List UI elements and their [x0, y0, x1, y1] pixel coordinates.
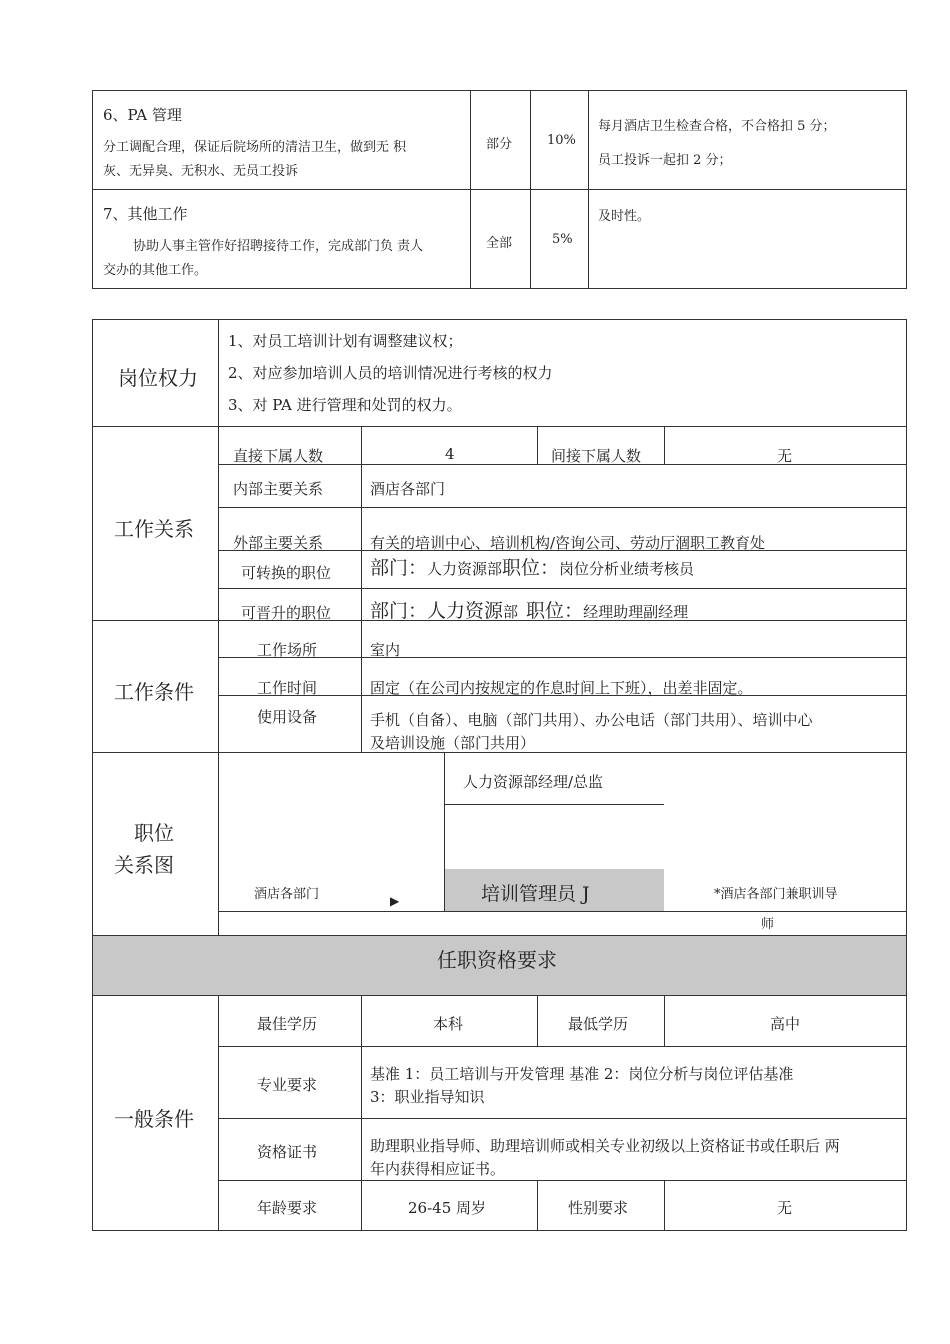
external-relations-value: 有关的培训中心、培训机构/咨询公司、劳动厅涸职工教育处 [370, 534, 766, 552]
promote-position-label: 可晋升的职位 [241, 604, 332, 622]
work-place-value: 室内 [370, 641, 401, 659]
duty-standard: 每月酒店卫生检查合格，不合格扣 5 分； [598, 119, 836, 134]
gender-label: 性别要求 [568, 1199, 629, 1217]
duty-title: 6、PA 管理 [103, 106, 182, 124]
duty-desc: 灰、无异臭、无积水、无员工投诉 [103, 164, 299, 179]
duty-scope: 部分 [486, 137, 513, 152]
indirect-subordinates-value: 无 [777, 447, 793, 465]
duty-weight: 10% [547, 133, 576, 148]
age-label: 年龄要求 [257, 1199, 318, 1217]
age-value: 26-45 周岁 [408, 1199, 487, 1217]
duty-weight: 5% [552, 232, 573, 247]
org-left-node: 酒店各部门 [254, 887, 320, 902]
authority-item: 2、对应参加培训人员的培训情况进行考核的权力 [228, 364, 553, 382]
best-education-value: 本科 [433, 1015, 464, 1033]
major-value: 3：职业指导知识 [370, 1088, 485, 1106]
min-education-label: 最低学历 [568, 1015, 629, 1033]
min-education-value: 高中 [770, 1015, 801, 1033]
promote-position-value: 部门：人力资源部 职位：经理助理副经理 [370, 600, 689, 622]
major-value: 基准 1：员工培训与开发管理 基准 2：岗位分析与岗位评估基准 [370, 1065, 794, 1083]
general-conditions-label: 一般条件 [114, 1107, 194, 1131]
indirect-subordinates-label: 间接下属人数 [551, 447, 642, 465]
work-time-label: 工作时间 [257, 679, 318, 697]
internal-relations-value: 酒店各部门 [370, 480, 446, 498]
duty-desc: 协助人事主管作好招聘接待工作，完成部门负 责人 [133, 239, 424, 254]
equipment-value: 及培训设施（部门共用） [370, 734, 536, 752]
relations-label: 工作关系 [114, 517, 194, 541]
conditions-label: 工作条件 [114, 680, 194, 704]
duty-standard: 员工投诉一起扣 2 分； [598, 153, 732, 168]
equipment-label: 使用设备 [257, 708, 318, 726]
org-chart-label: 职位 [134, 821, 174, 845]
org-right-node: 师 [761, 917, 775, 932]
internal-relations-label: 内部主要关系 [233, 480, 324, 498]
certificate-value: 助理职业指导师、助理培训师或相关专业初级以上资格证书或任职后 两 [370, 1137, 840, 1155]
arrow-right-icon: ▶ [390, 894, 400, 908]
external-relations-label: 外部主要关系 [233, 534, 324, 552]
transfer-position-label: 可转换的职位 [241, 564, 332, 582]
best-education-label: 最佳学历 [257, 1015, 318, 1033]
duty-standard: 及时性。 [598, 209, 651, 224]
duty-scope: 全部 [486, 236, 513, 251]
org-chart-label: 关系图 [114, 853, 174, 877]
org-right-node: *酒店各部门兼职训导 [714, 887, 838, 902]
gender-value: 无 [777, 1199, 793, 1217]
authority-item: 3、对 PA 进行管理和处罚的权力。 [228, 396, 462, 414]
duty-desc: 分工调配合理，保证后院场所的清洁卫生，做到无 积 [103, 140, 407, 155]
qualification-header: 任职资格要求 [437, 948, 557, 972]
work-place-label: 工作场所 [257, 641, 318, 659]
direct-subordinates-label: 直接下属人数 [233, 447, 324, 465]
org-superior-node: 人力资源部经理/总监 [463, 773, 604, 791]
work-time-value: 固定（在公司内按规定的作息时间上下班），出差非固定。 [370, 679, 753, 697]
certificate-label: 资格证书 [257, 1143, 318, 1161]
transfer-position-value: 部门：人力资源部职位：岗位分析业绩考核员 [370, 557, 695, 579]
equipment-value: 手机（自备）、电脑（部门共用）、办公电话（部门共用）、培训中心 [370, 711, 813, 729]
authority-label: 岗位权力 [118, 366, 198, 390]
authority-item: 1、对员工培训计划有调整建议权； [228, 332, 463, 350]
certificate-value: 年内获得相应证书。 [370, 1160, 506, 1178]
duty-desc: 交办的其他工作。 [103, 263, 208, 278]
major-label: 专业要求 [257, 1076, 318, 1094]
direct-subordinates-value: 4 [445, 445, 455, 463]
org-center-node: 培训管理员 J [481, 883, 590, 905]
duty-title: 7、其他工作 [103, 205, 188, 223]
